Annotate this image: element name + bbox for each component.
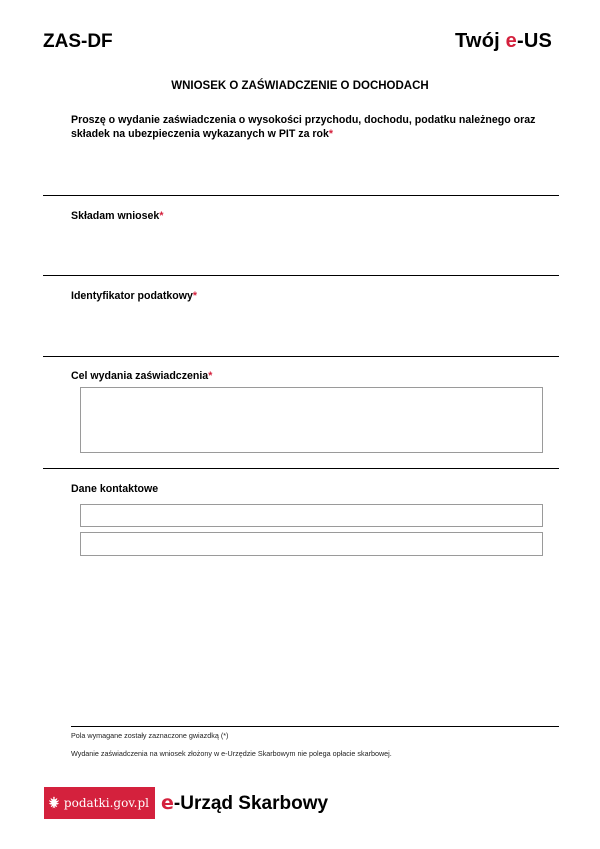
applicant-label — [71, 210, 163, 222]
e-urzad-skarbowy-logo — [161, 792, 328, 815]
footer-logos — [44, 787, 328, 819]
section-divider — [43, 468, 559, 469]
required-mark: * — [208, 370, 213, 382]
purpose-textarea[interactable] — [80, 387, 543, 453]
purpose-label-text: Cel wydania zaświadczenia — [71, 370, 209, 382]
gov-logo-text: podatki.gov.pl — [63, 796, 149, 810]
section-divider — [43, 195, 559, 196]
brand-suffix: -US — [516, 30, 552, 52]
eagle-icon — [48, 791, 60, 815]
section-divider — [43, 275, 559, 276]
required-mark: * — [159, 210, 164, 222]
tax-id-label — [71, 290, 197, 302]
applicant-label-text: Składam wniosek — [71, 210, 160, 222]
podatki-gov-logo — [44, 787, 155, 819]
required-fields-note: Pola wymagane zostały zaznaczone gwiazdką (*) — [71, 731, 229, 740]
page-title: WNIOSEK O ZAŚWIADCZENIE O DOCHODACH — [171, 80, 429, 92]
contact-field-1[interactable] — [80, 504, 543, 527]
section-divider — [43, 356, 559, 357]
footnote-divider — [71, 726, 559, 727]
eus-text: -Urząd Skarbowy — [173, 792, 329, 814]
fee-note: Wydanie zaświadczenia na wniosek złożony w e-Urzędzie Skarbowym nie polega opłacie skarbowej. — [71, 749, 392, 758]
eus-accent: e — [161, 791, 174, 814]
contact-label: Dane kontaktowe — [71, 483, 159, 495]
brand-logo — [455, 30, 552, 53]
contact-field-2[interactable] — [80, 532, 543, 556]
intro-text — [71, 113, 561, 141]
brand-prefix: Twój — [455, 30, 506, 52]
form-code: ZAS-DF — [43, 31, 113, 52]
tax-id-label-text: Identyfikator podatkowy — [71, 290, 193, 302]
purpose-label — [71, 370, 212, 382]
required-mark: * — [192, 290, 197, 302]
required-mark: * — [328, 128, 334, 140]
intro-label: Proszę o wydanie zaświadczenia o wysokości przychodu, dochodu, podatku należnego oraz składek na ubezpieczenia wykazanych w PIT za rok — [71, 114, 536, 140]
brand-accent: e — [505, 30, 517, 52]
